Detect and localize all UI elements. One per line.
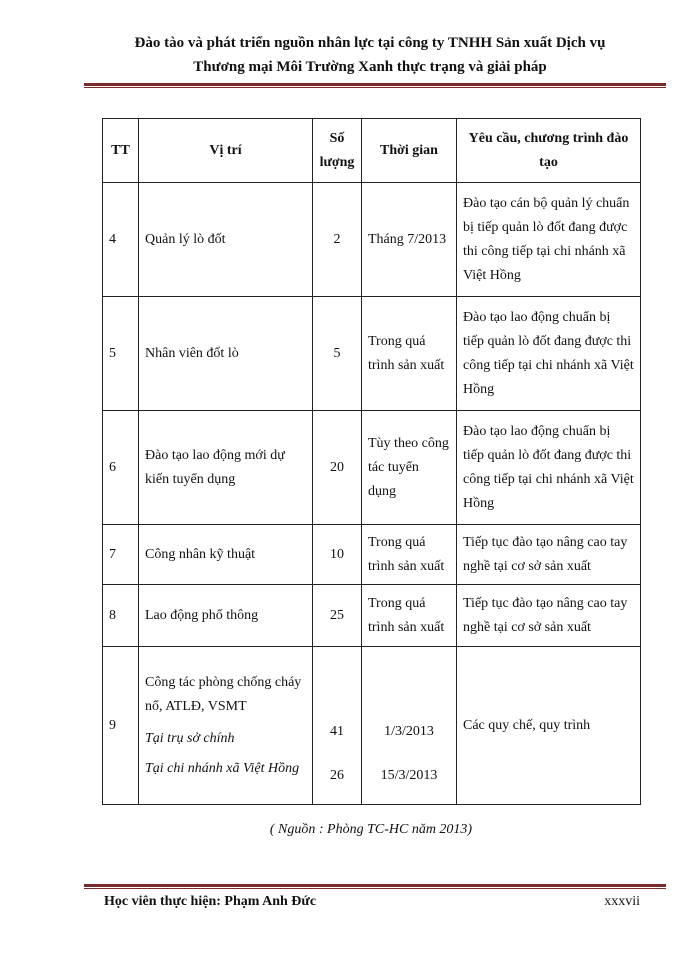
page-number: xxxvii <box>604 894 640 909</box>
source-note: ( Nguồn : Phòng TC-HC năm 2013) <box>269 822 473 837</box>
header-soluong: Số lượng <box>313 119 362 183</box>
cell-soluong: 25 <box>313 585 362 647</box>
cell-thoigian: Trong quá trình sản xuất <box>362 297 457 411</box>
cell-thoigian: Trong quá trình sản xuất <box>362 585 457 647</box>
row9-main-text: Công tác phòng chống cháy nổ, ATLĐ, VSMT <box>145 674 302 714</box>
table-row <box>103 297 641 411</box>
header-thoigian: Thời gian <box>362 119 457 183</box>
cell-tt: 9 <box>103 647 139 805</box>
header-yeucau: Yêu cầu, chương trình đào tạo <box>457 119 641 183</box>
cell-vitri: Công nhân kỹ thuật <box>139 525 313 585</box>
cell-thoigian <box>362 647 457 805</box>
page-header <box>90 31 650 79</box>
row9-sub1-label: Tại trụ sở chính <box>145 730 235 746</box>
cell-yeucau: Tiếp tục đào tạo nâng cao tay nghề tại cơ sở sản xuất <box>457 585 641 647</box>
cell-tt: 5 <box>103 297 139 411</box>
training-plan-table <box>102 118 641 805</box>
cell-vitri <box>139 647 313 805</box>
cell-thoigian: Tháng 7/2013 <box>362 183 457 297</box>
cell-soluong <box>313 647 362 805</box>
table-row <box>103 585 641 647</box>
cell-tt: 7 <box>103 525 139 585</box>
cell-thoigian: Trong quá trình sản xuất <box>362 525 457 585</box>
cell-tt: 8 <box>103 585 139 647</box>
footer-author: Học viên thực hiện: Phạm Anh Đức <box>104 894 317 909</box>
header-line-1: Đào tào và phát triển nguồn nhân lực tại công ty TNHH Sản xuất Dịch vụ <box>134 35 606 51</box>
table-row <box>103 647 641 805</box>
cell-yeucau: Đào tạo lao động chuẩn bị tiếp quản lò đốt đang được thi công tiếp tại chi nhánh xã Việt Hồng <box>457 411 641 525</box>
header-line-2: Thương mại Môi Trường Xanh thực trạng và giải pháp <box>193 59 547 75</box>
row9-sub2-qty: 26 <box>330 767 344 783</box>
cell-vitri: Đào tạo lao động mới dự kiến tuyển dụng <box>139 411 313 525</box>
table-row <box>103 525 641 585</box>
cell-vitri: Lao động phổ thông <box>139 585 313 647</box>
header-tt: TT <box>103 119 139 183</box>
cell-tt: 4 <box>103 183 139 297</box>
row9-sub1-date: 1/3/2013 <box>384 723 434 739</box>
table-row <box>103 183 641 297</box>
cell-soluong: 2 <box>313 183 362 297</box>
cell-yeucau: Đào tạo lao động chuẩn bị tiếp quản lò đốt đang được thi công tiếp tại chi nhánh xã Việt Hồng <box>457 297 641 411</box>
cell-yeucau: Tiếp tục đào tạo nâng cao tay nghề tại cơ sở sản xuất <box>457 525 641 585</box>
cell-soluong: 10 <box>313 525 362 585</box>
cell-tt: 6 <box>103 411 139 525</box>
header-vitri: Vị trí <box>139 119 313 183</box>
row9-sub1-qty: 41 <box>330 723 344 739</box>
cell-thoigian: Tùy theo công tác tuyển dụng <box>362 411 457 525</box>
cell-soluong: 20 <box>313 411 362 525</box>
cell-yeucau: Các quy chế, quy trình <box>457 647 641 805</box>
row9-sub2-label: Tại chi nhánh xã Việt Hồng <box>145 760 300 776</box>
table-row <box>103 411 641 525</box>
cell-yeucau: Đào tạo cán bộ quản lý chuẩn bị tiếp quản lò đốt đang được thi công tiếp tại chi nhánh xã Việt Hồng <box>457 183 641 297</box>
row9-sub2-date: 15/3/2013 <box>380 767 438 783</box>
table-header-row <box>103 119 641 183</box>
cell-vitri: Quản lý lò đốt <box>139 183 313 297</box>
cell-soluong: 5 <box>313 297 362 411</box>
cell-vitri: Nhân viên đốt lò <box>139 297 313 411</box>
